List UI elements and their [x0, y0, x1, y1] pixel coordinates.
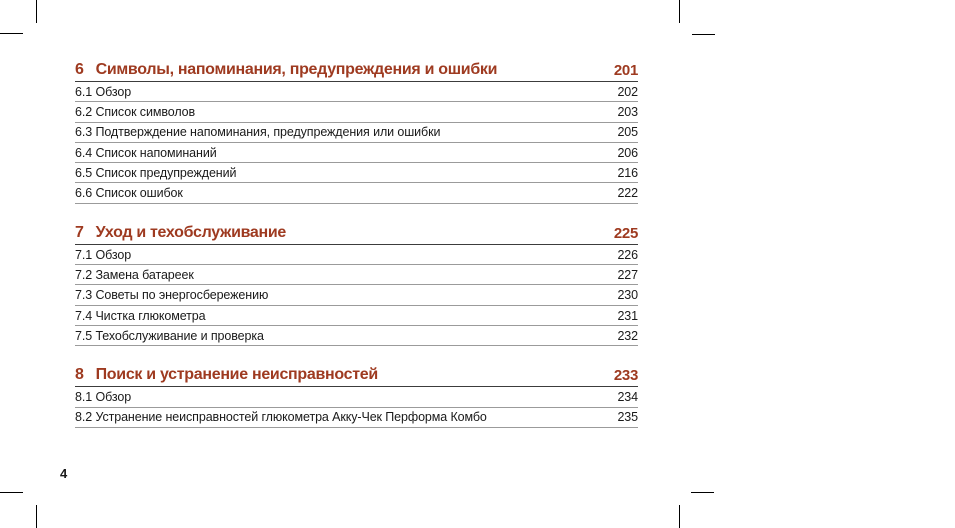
toc-entry-page-number: 205: [617, 125, 638, 140]
crop-mark-bottom-right-vertical: [679, 505, 680, 528]
toc-entry-row: [75, 387, 638, 407]
toc-entry-label: 6.2 Список символов: [75, 105, 196, 120]
section-page-number: 233: [613, 367, 638, 385]
toc-entry-label: 7.5 Техобслуживание и проверка: [75, 328, 264, 343]
toc-entry-row: [75, 143, 638, 163]
crop-mark-bottom-right-horizontal: [691, 492, 714, 493]
section-number: 6: [75, 61, 84, 78]
section-title: Символы, напоминания, предупреждения и ошибки: [95, 61, 498, 78]
toc-entry-page-number: 222: [617, 186, 638, 201]
toc-section: [75, 224, 638, 346]
toc-entry-page-number: 235: [617, 410, 638, 425]
toc-entry-label: 7.1 Обзор: [75, 247, 132, 262]
section-page-number: 225: [613, 224, 638, 242]
toc-entry-label: 6.5 Список предупреждений: [75, 166, 237, 181]
toc-entry-page-number: 216: [617, 166, 638, 181]
toc-entry-page-number: 234: [617, 390, 638, 405]
section-heading: [75, 61, 638, 82]
toc-entry-label: 7.4 Чистка глюкометра: [75, 308, 206, 323]
crop-mark-top-right-horizontal: [692, 34, 715, 35]
section-heading: [75, 366, 638, 387]
toc-entry-label: 7.2 Замена батареек: [75, 267, 194, 282]
toc-section: [75, 61, 638, 204]
toc-entry-row: [75, 326, 638, 346]
toc-entry-row: [75, 408, 638, 428]
section-number: 7: [75, 223, 84, 241]
section-number: 8: [75, 366, 84, 384]
toc-entry-page-number: 226: [617, 247, 638, 262]
crop-mark-bottom-left-horizontal: [0, 492, 23, 493]
section-title: Поиск и устранение неисправностей: [95, 366, 378, 384]
table-of-contents: [75, 61, 638, 428]
toc-entry-page-number: 231: [617, 308, 638, 323]
toc-entry-page-number: 202: [617, 84, 638, 99]
toc-entry-row: [75, 102, 638, 122]
toc-entry-row: [75, 265, 638, 285]
toc-entry-label: 7.3 Советы по энергосбережению: [75, 288, 269, 303]
toc-entry-page-number: 206: [617, 145, 638, 160]
section-title: Уход и техобслуживание: [95, 223, 287, 241]
toc-entry-page-number: 227: [617, 267, 638, 282]
toc-entry-row: [75, 163, 638, 183]
toc-entry-page-number: 230: [617, 288, 638, 303]
crop-mark-bottom-left-vertical: [36, 505, 37, 528]
toc-entry-row: [75, 82, 638, 102]
toc-entry-row: [75, 285, 638, 305]
crop-mark-top-left-vertical: [36, 0, 37, 23]
section-heading: [75, 224, 638, 245]
page-folio: 4: [60, 466, 68, 481]
toc-entry-label: 6.3 Подтверждение напоминания, предупреждения или ошибки: [75, 125, 441, 140]
section-page-number: 201: [613, 62, 638, 79]
toc-entry-page-number: 203: [617, 105, 638, 120]
crop-mark-top-left-horizontal: [0, 33, 23, 34]
toc-entry-row: [75, 245, 638, 265]
toc-entry-label: 8.2 Устранение неисправностей глюкометра Акку-Чек Перформа Комбо: [75, 410, 487, 425]
toc-entry-label: 6.4 Список напоминаний: [75, 145, 217, 160]
toc-entry-row: [75, 123, 638, 143]
toc-entry-label: 6.1 Обзор: [75, 84, 132, 99]
toc-entry-label: 6.6 Список ошибок: [75, 186, 183, 201]
toc-entry-label: 8.1 Обзор: [75, 390, 132, 405]
toc-section: [75, 366, 638, 428]
crop-mark-top-right-vertical: [679, 0, 680, 23]
toc-entry-row: [75, 183, 638, 203]
toc-entry-page-number: 232: [617, 328, 638, 343]
toc-entry-row: [75, 306, 638, 326]
